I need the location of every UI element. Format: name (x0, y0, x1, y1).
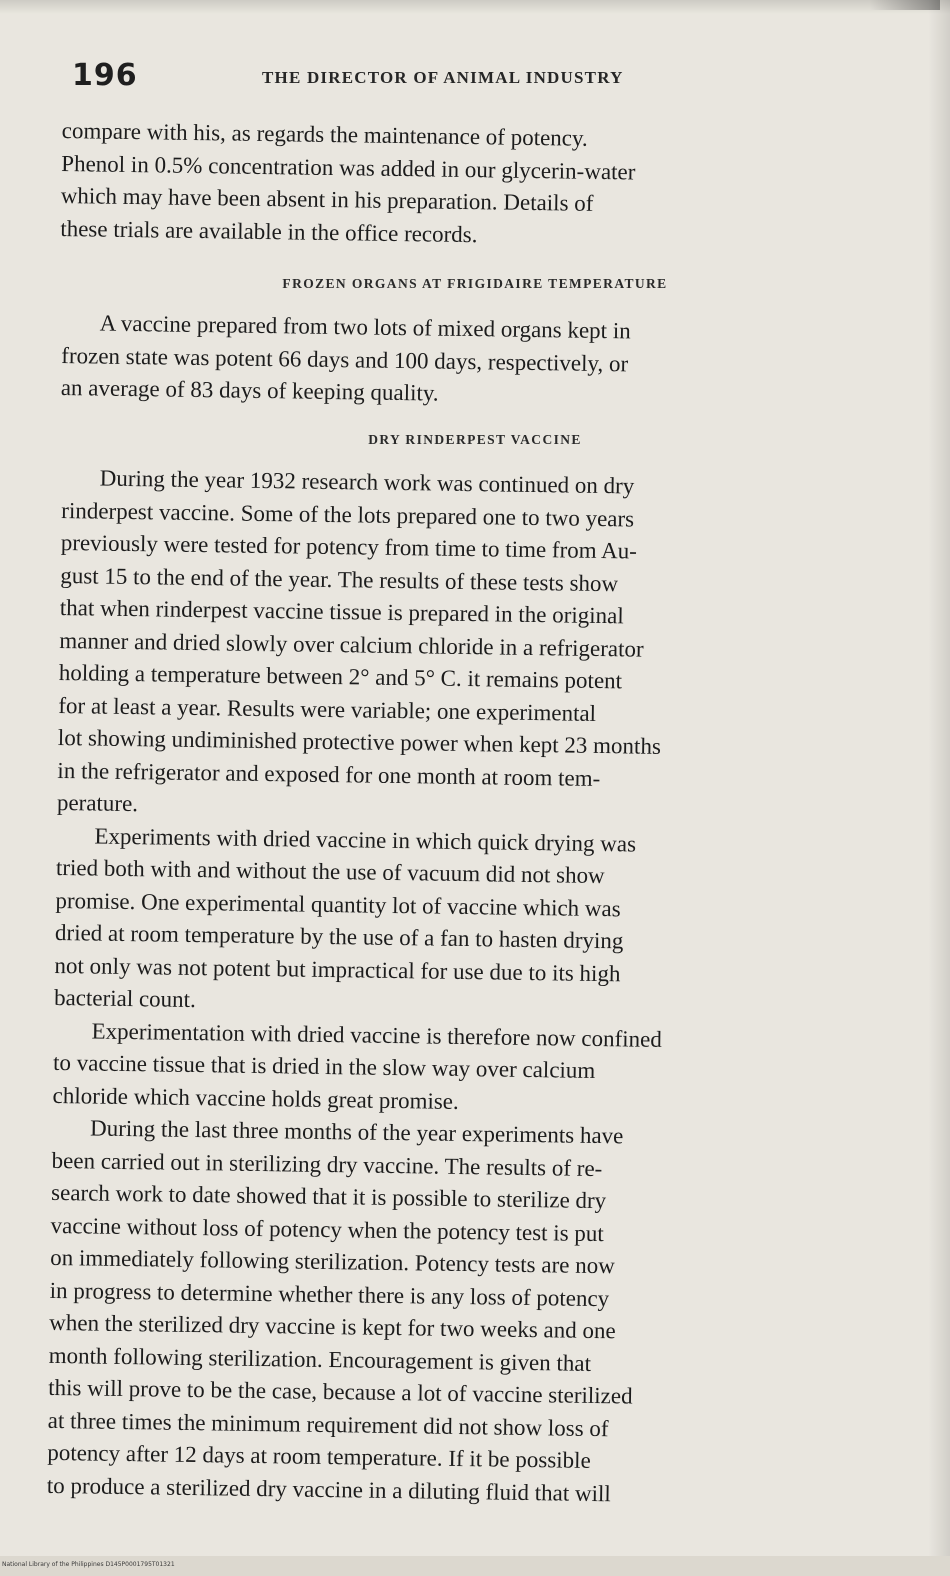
text-line: not only was not potent but impractical for use due to its high (54, 952, 621, 986)
text-line: this will prove to be the case, because a lot of vaccine sterilized (48, 1374, 633, 1409)
section-heading-dry-rinderpest: DRY RINDERPEST VACCINE (368, 432, 582, 447)
text-line: lot showing undiminished protective power when kept 23 months (57, 724, 662, 759)
text-line: previously were tested for potency from time to time from Au- (60, 529, 638, 564)
text-line: Phenol in 0.5% concentration was added in our glycerin-water (61, 150, 636, 185)
text-line: search work to date showed that it is possible to sterilize dry (50, 1179, 607, 1214)
text-line: compare with his, as regards the maintenance of potency. (61, 117, 588, 151)
text-line: A vaccine prepared from two lots of mixed organs kept in (99, 310, 631, 344)
running-head: THE DIRECTOR OF ANIMAL INDUSTRY (262, 68, 624, 87)
text-line: manner and dried slowly over calcium chloride in a refrigerator (59, 627, 644, 662)
text-line: for at least a year. Results were variable; one experimental (58, 692, 597, 726)
text-line: month following sterilization. Encouragement is given that (48, 1342, 592, 1376)
page-header (72, 58, 932, 98)
text-line: promise. One experimental quantity lot of vaccine which was (55, 887, 621, 921)
text-line: to vaccine tissue that is dried in the slow way over calcium (52, 1049, 596, 1083)
text-line: in the refrigerator and exposed for one month at room tem- (57, 757, 601, 791)
text-line: when the sterilized dry vaccine is kept for two weeks and one (49, 1309, 616, 1344)
text-line: that when rinderpest vaccine tissue is prepared in the original (59, 594, 624, 629)
text-line: these trials are available in the office records. (60, 215, 478, 247)
text-line: in progress to determine whether there is any loss of potency (49, 1277, 610, 1311)
text-line: During the last three months of the year experiments have (89, 1115, 624, 1149)
text-line: vaccine without loss of potency when the potency test is put (50, 1212, 604, 1246)
page-number: 196 (72, 58, 138, 93)
text-line: dried at room temperature by the use of a fan to hasten drying (54, 919, 624, 954)
text-line: perature. (56, 789, 139, 817)
intro-paragraph (60, 115, 914, 258)
text-line: on immediately following sterilization. Potency tests are now (50, 1244, 615, 1279)
page-top-shadow (0, 0, 950, 14)
text-line: been carried out in sterilizing dry vaccine. The results of re- (51, 1147, 603, 1181)
text-line: tried both with and without the use of vacuum did not show (55, 854, 605, 889)
text-line: holding a temperature between 2° and 5° C. it remains potent (58, 659, 623, 694)
text-line: which may have been absent in his preparation. Details of (60, 182, 594, 216)
section-heading-frozen-organs: FROZEN ORGANS AT FRIGIDAIRE TEMPERATURE (282, 276, 668, 291)
text-line: gust 15 to the end of the year. The results of these tests show (60, 562, 619, 596)
frozen-organs-paragraph (61, 307, 914, 417)
page-edge-shadow (928, 0, 950, 1576)
text-line: to produce a sterilized dry vaccine in a diluting fluid that will (46, 1472, 611, 1506)
text-line: rinderpest vaccine. Some of the lots prepared one to two years (61, 497, 635, 531)
text-line: Experimentation with dried vaccine is therefore now confined (91, 1018, 663, 1052)
text-line: During the year 1932 research work was continued on dry (99, 465, 635, 499)
text-line: chloride which vaccine holds great promise. (52, 1082, 459, 1114)
text-line: an average of 83 days of keeping quality. (60, 374, 439, 406)
text-line: bacterial count. (53, 984, 196, 1013)
text-line: at three times the minimum requirement did not show loss of (47, 1407, 609, 1441)
text-line: potency after 12 days at room temperature. If it be possible (47, 1439, 591, 1473)
archive-footer-note: National Library of the Philippines D145P0001795T01321 (2, 1561, 175, 1568)
dry-rinderpest-body (47, 462, 914, 1515)
text-line: frozen state was potent 66 days and 100 days, respectively, or (61, 342, 629, 376)
text-line: Experiments with dried vaccine in which quick drying was (94, 823, 637, 857)
